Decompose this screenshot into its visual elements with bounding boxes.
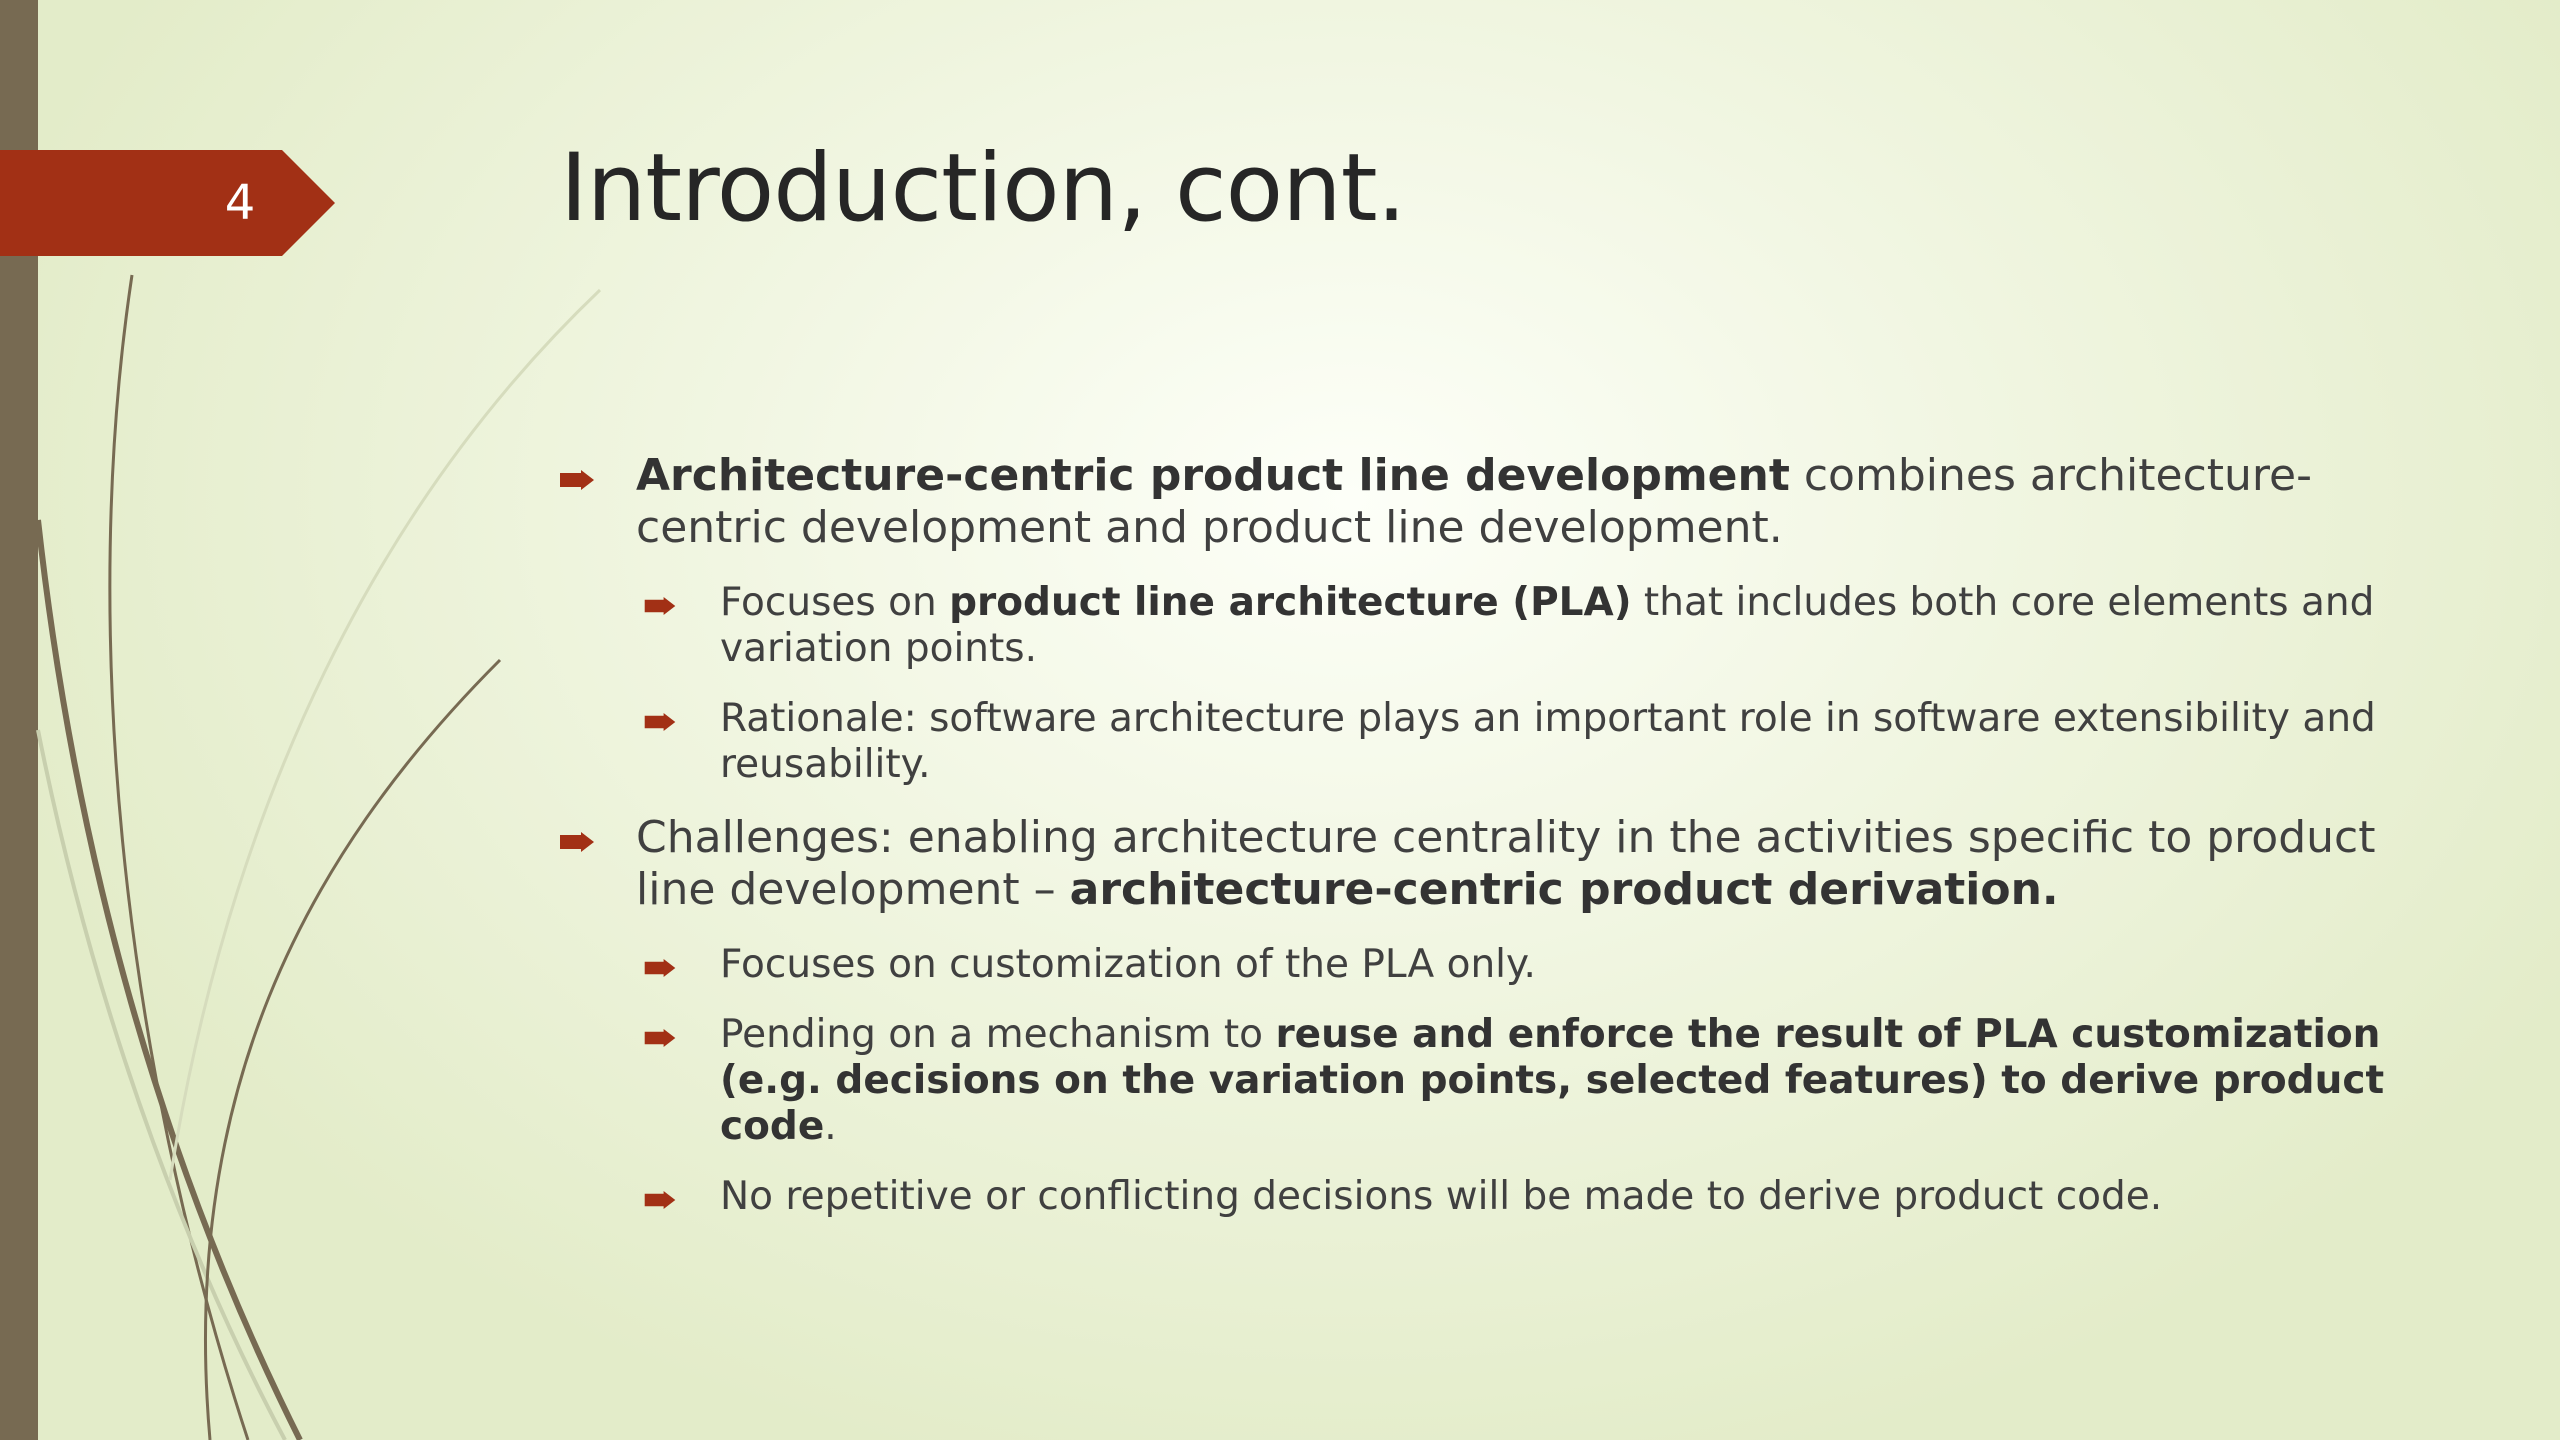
- bullet-text: combines architecture-centric development and product line development.: [636, 450, 2312, 553]
- arrow-bullet-icon: [560, 832, 594, 852]
- subbullet-pending-mechanism: [644, 1012, 2400, 1150]
- subbullet-customization: [644, 942, 2400, 988]
- slide-number: 4: [224, 175, 256, 231]
- slide-content: [560, 450, 2400, 1244]
- arrow-bullet-icon: [644, 1029, 676, 1047]
- bullet-text: that includes both core elements and variation points.: [720, 580, 2375, 671]
- bullet-bold-text: Architecture-centric product line development: [636, 450, 1790, 501]
- subbullet-rationale: [644, 696, 2400, 788]
- bullet-text: .: [824, 1104, 837, 1149]
- bullet-bold-text: architecture-centric product derivation.: [1069, 864, 2059, 915]
- curve-thin-left: [110, 275, 248, 1440]
- subbullet-no-repetitive: [644, 1174, 2400, 1220]
- curve-thick-left: [38, 520, 300, 1440]
- curve-right-pale: [170, 290, 600, 1180]
- bullet-text: No repetitive or conflicting decisions will be made to derive product code.: [720, 1174, 2163, 1219]
- arrow-bullet-icon: [644, 597, 676, 615]
- arrow-bullet-icon: [644, 1191, 676, 1209]
- arrow-bullet-icon: [644, 959, 676, 977]
- curve-right-brown: [205, 660, 500, 1440]
- bullet-text: Pending on a mechanism to: [720, 1012, 1276, 1057]
- bullet-challenges: [560, 812, 2400, 916]
- bullet-text: Focuses on: [720, 580, 950, 625]
- arrow-bullet-icon: [644, 713, 676, 731]
- subbullet-focuses-pla: [644, 580, 2400, 672]
- bullet-bold-text: product line architecture (PLA): [949, 580, 1632, 625]
- bullet-text: Challenges: enabling architecture centrality in the activities specific to product line development –: [636, 812, 2376, 915]
- bullet-architecture-centric: [560, 450, 2400, 554]
- arrow-bullet-icon: [560, 470, 594, 490]
- bullet-bold-text: reuse and enforce the result of PLA customization (e.g. decisions on the variation points, selected features) to derive product code: [720, 1012, 2385, 1149]
- bullet-text: Rationale: software architecture plays an important role in software extensibility and reusability.: [720, 696, 2376, 787]
- bullet-text: Focuses on customization of the PLA only.: [720, 942, 1536, 987]
- slide-title: Introduction, cont.: [560, 134, 1406, 243]
